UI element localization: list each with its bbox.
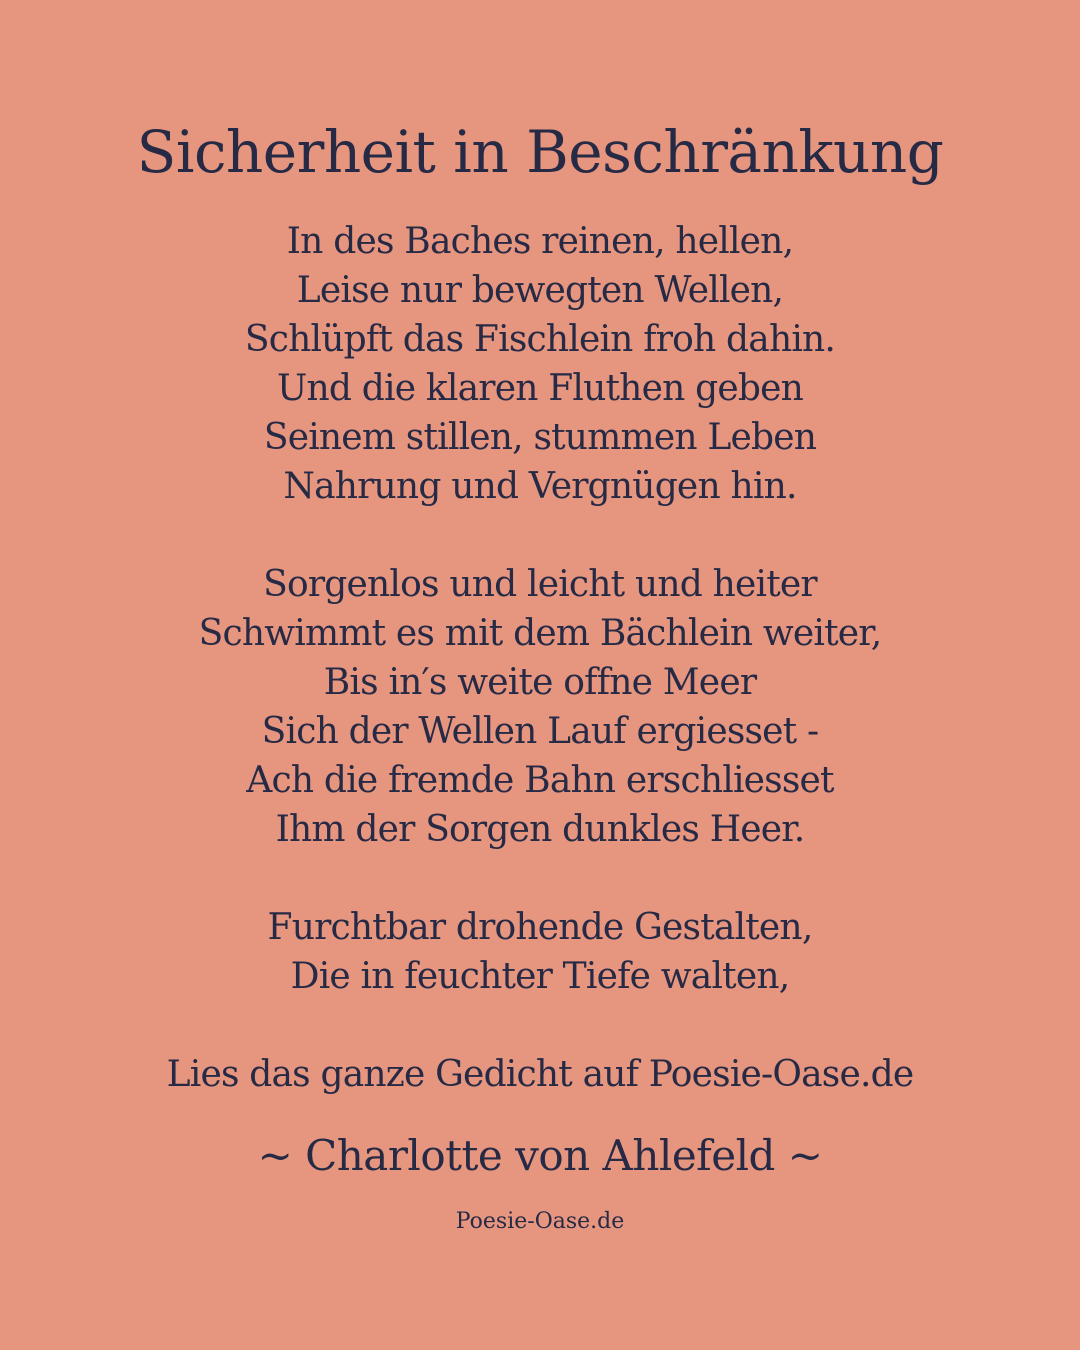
poem-line: Sich der Wellen Lauf ergiesset - <box>261 711 819 752</box>
poem-body <box>0 217 1080 1001</box>
poem-line: Seinem stillen, stummen Leben <box>263 417 817 458</box>
poem-line: Schlüpft das Fischlein froh dahin. <box>244 319 836 360</box>
poem-line: Leise nur bewegten Wellen, <box>296 270 784 311</box>
poem-line: Schwimmt es mit dem Bächlein weiter, <box>198 613 882 654</box>
poem-line: Bis in′s weite offne Meer <box>323 662 757 703</box>
site-watermark: Poesie-Oase.de <box>455 1209 625 1234</box>
poem-line: Nahrung und Vergnügen hin. <box>283 466 797 507</box>
poem-line: In des Baches reinen, hellen, <box>286 221 794 262</box>
poem-line: Ach die fremde Bahn erschliesset <box>246 760 834 801</box>
stanza-2 <box>0 560 1080 854</box>
poem-line: Ihm der Sorgen dunkles Heer. <box>275 809 805 850</box>
poem-line: Und die klaren Fluthen geben <box>276 368 803 409</box>
poem-line: Die in feuchter Tiefe walten, <box>290 956 790 997</box>
stanza-1 <box>0 217 1080 511</box>
author-name: ~ Charlotte von Ahlefeld ~ <box>257 1131 823 1180</box>
read-full-poem-text: Lies das ganze Gedicht auf Poesie-Oase.de <box>166 1054 914 1095</box>
stanza-3 <box>0 903 1080 1001</box>
poem-title: Sicherheit in Beschränkung <box>136 118 944 186</box>
poem-line: Furchtbar drohende Gestalten, <box>267 907 813 948</box>
poem-line: Sorgenlos und leicht und heiter <box>263 564 817 605</box>
